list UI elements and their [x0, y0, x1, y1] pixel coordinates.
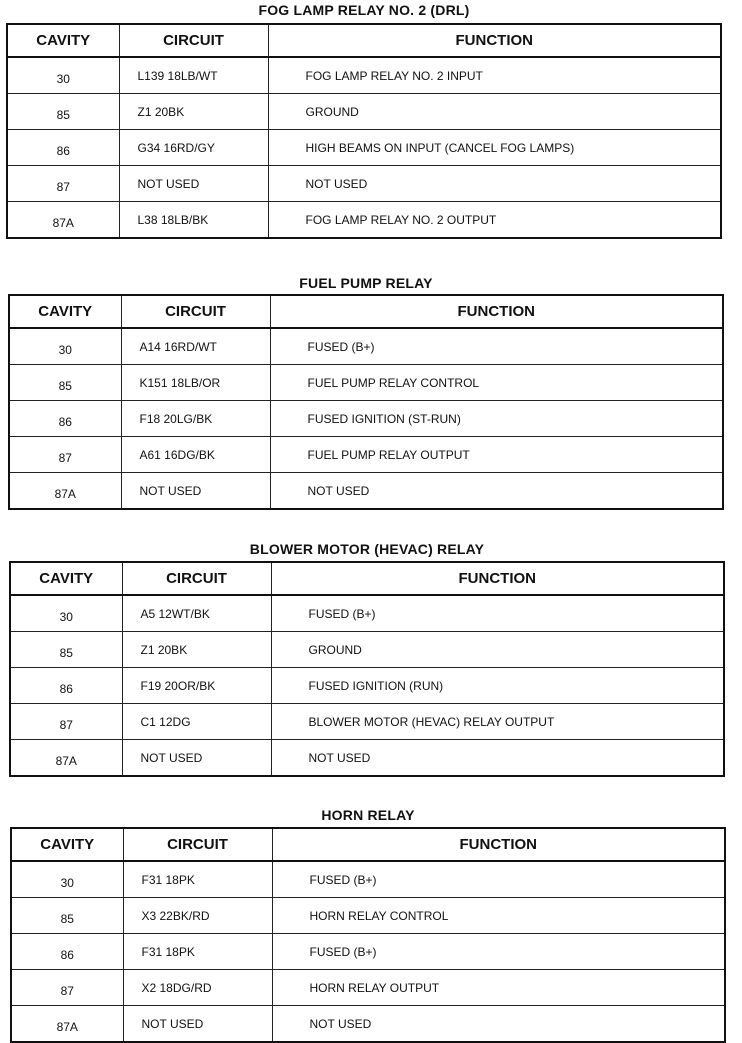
table-row [10, 668, 724, 704]
relay-table [6, 23, 722, 239]
table-row [7, 130, 721, 166]
function-cell: FOG LAMP RELAY NO. 2 INPUT [268, 57, 721, 94]
function-cell: FUSED IGNITION (ST-RUN) [270, 401, 723, 437]
function-cell: HIGH BEAMS ON INPUT (CANCEL FOG LAMPS) [268, 130, 721, 166]
cavity-cell: 87A [10, 740, 122, 777]
table-row [10, 595, 724, 632]
cavity-cell: 30 [11, 861, 123, 898]
circuit-cell: L38 18LB/BK [119, 202, 268, 239]
cavity-cell: 86 [10, 668, 122, 704]
table-row [9, 365, 723, 401]
function-cell: GROUND [268, 94, 721, 130]
function-cell: FUEL PUMP RELAY CONTROL [270, 365, 723, 401]
header-row [11, 828, 725, 861]
function-cell: FUSED (B+) [270, 328, 723, 365]
cavity-cell: 30 [9, 328, 121, 365]
circuit-cell: A5 12WT/BK [122, 595, 271, 632]
function-cell: GROUND [271, 632, 724, 668]
section-title: FOG LAMP RELAY NO. 2 (DRL) [258, 2, 470, 18]
circuit-cell: A61 16DG/BK [121, 437, 270, 473]
cavity-cell: 87 [11, 970, 123, 1006]
function-cell: BLOWER MOTOR (HEVAC) RELAY OUTPUT [271, 704, 724, 740]
function-header: FUNCTION [272, 828, 725, 861]
cavity-header: CAVITY [10, 562, 122, 595]
circuit-cell: X2 18DG/RD [123, 970, 272, 1006]
table-row [11, 898, 725, 934]
header-row [7, 24, 721, 57]
section-title: HORN RELAY [321, 807, 415, 823]
relay-table [9, 561, 725, 777]
cavity-cell: 87A [11, 1006, 123, 1043]
circuit-cell: G34 16RD/GY [119, 130, 268, 166]
function-header: FUNCTION [271, 562, 724, 595]
cavity-cell: 85 [9, 365, 121, 401]
function-header: FUNCTION [270, 295, 723, 328]
cavity-cell: 86 [11, 934, 123, 970]
circuit-header: CIRCUIT [122, 562, 271, 595]
cavity-cell: 86 [9, 401, 121, 437]
section-title: BLOWER MOTOR (HEVAC) RELAY [249, 541, 485, 557]
circuit-cell: F31 18PK [123, 861, 272, 898]
function-cell: NOT USED [270, 473, 723, 510]
table-row [9, 401, 723, 437]
cavity-cell: 87 [7, 166, 119, 202]
circuit-cell: A14 16RD/WT [121, 328, 270, 365]
circuit-cell: K151 18LB/OR [121, 365, 270, 401]
function-cell: NOT USED [268, 166, 721, 202]
cavity-header: CAVITY [7, 24, 119, 57]
cavity-cell: 87 [10, 704, 122, 740]
cavity-cell: 85 [7, 94, 119, 130]
table-row [11, 970, 725, 1006]
function-cell: NOT USED [271, 740, 724, 777]
header-row [10, 562, 724, 595]
function-cell: FUSED (B+) [272, 934, 725, 970]
relay-table [8, 294, 724, 510]
table-row [7, 57, 721, 94]
circuit-cell: NOT USED [121, 473, 270, 510]
circuit-cell: Z1 20BK [119, 94, 268, 130]
circuit-cell: Z1 20BK [122, 632, 271, 668]
function-cell: HORN RELAY OUTPUT [272, 970, 725, 1006]
circuit-cell: NOT USED [119, 166, 268, 202]
table-row [10, 632, 724, 668]
table-row [10, 704, 724, 740]
circuit-cell: X3 22BK/RD [123, 898, 272, 934]
circuit-cell: F19 20OR/BK [122, 668, 271, 704]
relay-table [10, 827, 726, 1043]
table-row [7, 166, 721, 202]
circuit-cell: L139 18LB/WT [119, 57, 268, 94]
table-row [11, 934, 725, 970]
table-row [9, 328, 723, 365]
function-cell: FUSED (B+) [272, 861, 725, 898]
function-cell: NOT USED [272, 1006, 725, 1043]
cavity-cell: 30 [7, 57, 119, 94]
function-cell: FUSED IGNITION (RUN) [271, 668, 724, 704]
cavity-cell: 86 [7, 130, 119, 166]
table-row [11, 861, 725, 898]
cavity-header: CAVITY [9, 295, 121, 328]
circuit-header: CIRCUIT [123, 828, 272, 861]
circuit-header: CIRCUIT [121, 295, 270, 328]
cavity-cell: 30 [10, 595, 122, 632]
section-title: FUEL PUMP RELAY [299, 275, 433, 291]
cavity-cell: 87A [9, 473, 121, 510]
function-cell: FUSED (B+) [271, 595, 724, 632]
circuit-cell: NOT USED [123, 1006, 272, 1043]
function-header: FUNCTION [268, 24, 721, 57]
circuit-cell: NOT USED [122, 740, 271, 777]
circuit-cell: F31 18PK [123, 934, 272, 970]
function-cell: FOG LAMP RELAY NO. 2 OUTPUT [268, 202, 721, 239]
circuit-cell: F18 20LG/BK [121, 401, 270, 437]
function-cell: HORN RELAY CONTROL [272, 898, 725, 934]
circuit-cell: C1 12DG [122, 704, 271, 740]
header-row [9, 295, 723, 328]
table-row [7, 202, 721, 239]
table-row [10, 740, 724, 777]
table-row [11, 1006, 725, 1043]
table-row [9, 437, 723, 473]
table-row [9, 473, 723, 510]
table-row [7, 94, 721, 130]
circuit-header: CIRCUIT [119, 24, 268, 57]
cavity-cell: 85 [11, 898, 123, 934]
function-cell: FUEL PUMP RELAY OUTPUT [270, 437, 723, 473]
cavity-header: CAVITY [11, 828, 123, 861]
cavity-cell: 87 [9, 437, 121, 473]
cavity-cell: 87A [7, 202, 119, 239]
cavity-cell: 85 [10, 632, 122, 668]
